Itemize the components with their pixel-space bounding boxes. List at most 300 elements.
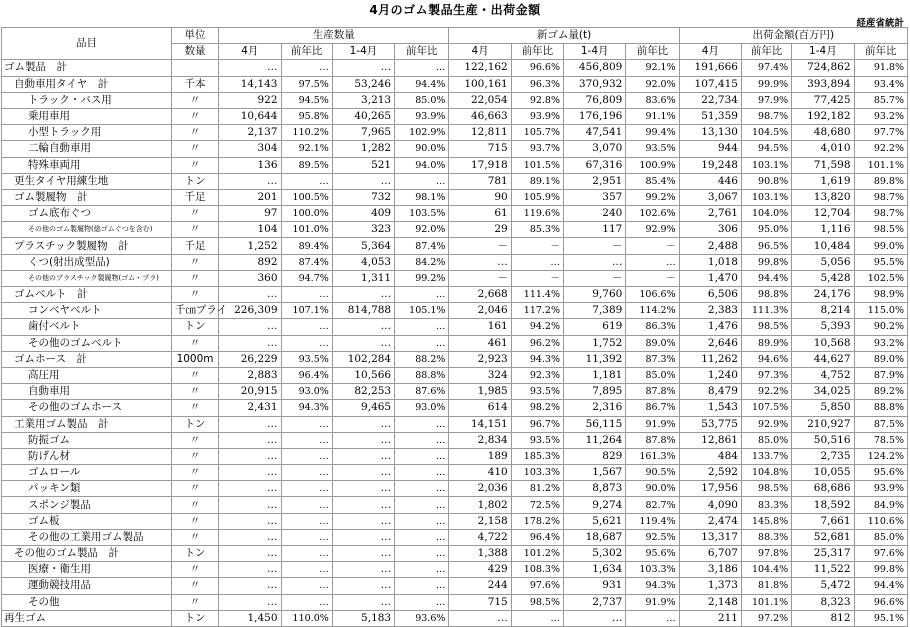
value-cell: 29 — [449, 222, 511, 238]
yoy-cell: 99.4% — [626, 125, 679, 141]
yoy-cell: 92.5% — [626, 529, 679, 545]
value-cell: 5,621 — [564, 513, 626, 529]
row-unit: トン — [171, 319, 218, 335]
yoy-cell: 117.2% — [511, 303, 563, 319]
row-label: ゴムベルト 計 — [2, 287, 172, 303]
value-cell: … — [332, 578, 394, 594]
value-cell: 10,484 — [792, 238, 854, 254]
yoy-cell: 92.1% — [281, 141, 332, 157]
yoy-cell: 99.0% — [854, 238, 907, 254]
row-label: 医療・衛生用 — [2, 562, 172, 578]
value-cell: 53,775 — [679, 416, 741, 432]
value-cell: 829 — [564, 448, 626, 464]
value-cell: 2,735 — [792, 448, 854, 464]
value-cell: 17,918 — [449, 157, 511, 173]
yoy-cell: 89.0% — [626, 335, 679, 351]
value-cell: 323 — [332, 222, 394, 238]
value-cell: 191,666 — [679, 60, 741, 76]
header-subcol: 前年比 — [395, 44, 449, 60]
value-cell: 429 — [449, 562, 511, 578]
yoy-cell: 111.4% — [511, 287, 563, 303]
yoy-cell: 99.8% — [854, 562, 907, 578]
yoy-cell: … — [281, 448, 332, 464]
value-cell: 4,053 — [332, 254, 394, 270]
yoy-cell: 92.2% — [741, 384, 791, 400]
value-cell: 46,663 — [449, 108, 511, 124]
yoy-cell: 94.7% — [281, 270, 332, 286]
yoy-cell: … — [281, 335, 332, 351]
row-unit: トン — [171, 610, 218, 626]
row-label: ゴム底布ぐつ — [2, 206, 172, 222]
value-cell: 814,788 — [332, 303, 394, 319]
value-cell: 9,274 — [564, 497, 626, 513]
yoy-cell: 81.2% — [511, 481, 563, 497]
yoy-cell: 101.0% — [281, 222, 332, 238]
table-row — [2, 335, 908, 351]
yoy-cell: 87.8% — [626, 432, 679, 448]
yoy-cell: 101.1% — [854, 157, 907, 173]
value-cell: 410 — [449, 465, 511, 481]
yoy-cell: 100.0% — [281, 206, 332, 222]
value-cell: … — [219, 319, 281, 335]
row-label: その他の工業用ゴム製品 — [2, 529, 172, 545]
value-cell: 176,196 — [564, 108, 626, 124]
yoy-cell: 88.8% — [854, 400, 907, 416]
yoy-cell: 98.5% — [741, 319, 791, 335]
value-cell: 324 — [449, 367, 511, 383]
value-cell: 53,246 — [332, 76, 394, 92]
yoy-cell: 98.7% — [741, 108, 791, 124]
yoy-cell: … — [281, 60, 332, 76]
value-cell: 7,895 — [564, 384, 626, 400]
yoy-cell: 124.2% — [854, 448, 907, 464]
yoy-cell: … — [281, 594, 332, 610]
yoy-cell: 94.3% — [511, 351, 563, 367]
yoy-cell: 85.4% — [626, 173, 679, 189]
value-cell: 4,090 — [679, 497, 741, 513]
yoy-cell: … — [281, 416, 332, 432]
table-row — [2, 481, 908, 497]
yoy-cell: 98.5% — [511, 594, 563, 610]
yoy-cell: … — [281, 529, 332, 545]
yoy-cell: … — [626, 610, 679, 626]
yoy-cell: 98.7% — [854, 189, 907, 205]
table-row — [2, 303, 908, 319]
yoy-cell: 85.7% — [854, 92, 907, 108]
value-cell: 100,161 — [449, 76, 511, 92]
yoy-cell: 104.5% — [741, 125, 791, 141]
yoy-cell: 94.3% — [281, 400, 332, 416]
value-cell: 90 — [449, 189, 511, 205]
value-cell: 67,316 — [564, 157, 626, 173]
value-cell: 136 — [219, 157, 281, 173]
table-row — [2, 157, 908, 173]
value-cell: 2,646 — [679, 335, 741, 351]
value-cell: 22,734 — [679, 92, 741, 108]
value-cell: 5,364 — [332, 238, 394, 254]
value-cell: … — [332, 319, 394, 335]
value-cell: 812 — [792, 610, 854, 626]
table-row — [2, 270, 908, 286]
yoy-cell: 96.5% — [741, 238, 791, 254]
value-cell: 360 — [219, 270, 281, 286]
value-cell: 2,883 — [219, 367, 281, 383]
yoy-cell: 96.6% — [511, 60, 563, 76]
yoy-cell: － — [511, 238, 563, 254]
value-cell: 2,046 — [449, 303, 511, 319]
yoy-cell: … — [281, 481, 332, 497]
yoy-cell: 78.5% — [854, 432, 907, 448]
value-cell: 393,894 — [792, 76, 854, 92]
yoy-cell: 92.3% — [511, 367, 563, 383]
yoy-cell: … — [395, 465, 449, 481]
yoy-cell: 104.0% — [741, 206, 791, 222]
yoy-cell: … — [281, 319, 332, 335]
yoy-cell: 178.2% — [511, 513, 563, 529]
yoy-cell: 110.2% — [281, 125, 332, 141]
value-cell: … — [449, 610, 511, 626]
yoy-cell: 90.0% — [395, 141, 449, 157]
table-row — [2, 546, 908, 562]
value-cell: 71,598 — [792, 157, 854, 173]
row-unit: 〃 — [171, 270, 218, 286]
yoy-cell: 88.8% — [395, 367, 449, 383]
yoy-cell: 91.8% — [854, 60, 907, 76]
value-cell: 1,311 — [332, 270, 394, 286]
yoy-cell: 89.5% — [281, 157, 332, 173]
value-cell: 724,862 — [792, 60, 854, 76]
table-row — [2, 400, 908, 416]
table-row — [2, 367, 908, 383]
yoy-cell: 104.4% — [741, 562, 791, 578]
yoy-cell: 92.0% — [395, 222, 449, 238]
yoy-cell: 85.0% — [854, 529, 907, 545]
yoy-cell: … — [395, 578, 449, 594]
value-cell: … — [219, 594, 281, 610]
yoy-cell: 87.5% — [854, 416, 907, 432]
value-cell: 240 — [564, 206, 626, 222]
table-row — [2, 60, 908, 76]
yoy-cell: 94.3% — [626, 578, 679, 594]
yoy-cell: … — [281, 578, 332, 594]
value-cell: 461 — [449, 335, 511, 351]
value-cell: 10,566 — [332, 367, 394, 383]
yoy-cell: 97.5% — [281, 76, 332, 92]
row-unit: 〃 — [171, 513, 218, 529]
value-cell: － — [564, 238, 626, 254]
value-cell: 1,985 — [449, 384, 511, 400]
yoy-cell: 100.9% — [626, 157, 679, 173]
value-cell: 5,056 — [792, 254, 854, 270]
row-label: その他のゴム製品 計 — [2, 546, 172, 562]
row-unit: 〃 — [171, 465, 218, 481]
value-cell: 1,802 — [449, 497, 511, 513]
value-cell: 892 — [219, 254, 281, 270]
yoy-cell: 93.6% — [395, 610, 449, 626]
value-cell: 76,809 — [564, 92, 626, 108]
value-cell: 2,923 — [449, 351, 511, 367]
value-cell: 944 — [679, 141, 741, 157]
row-label: 工業用ゴム製品 計 — [2, 416, 172, 432]
yoy-cell: 91.9% — [626, 416, 679, 432]
value-cell: … — [219, 546, 281, 562]
row-label: プラスチック製履物 計 — [2, 238, 172, 254]
yoy-cell: 93.0% — [395, 400, 449, 416]
value-cell: … — [219, 497, 281, 513]
row-label: 小型トラック用 — [2, 125, 172, 141]
value-cell: 8,479 — [679, 384, 741, 400]
yoy-cell: … — [395, 594, 449, 610]
value-cell: 8,214 — [792, 303, 854, 319]
yoy-cell: 103.1% — [741, 189, 791, 205]
header-subcol: 4月 — [679, 44, 741, 60]
value-cell: … — [219, 513, 281, 529]
value-cell: … — [332, 594, 394, 610]
row-unit: 〃 — [171, 481, 218, 497]
value-cell: 1,282 — [332, 141, 394, 157]
yoy-cell: 106.6% — [626, 287, 679, 303]
yoy-cell: … — [281, 432, 332, 448]
row-unit: トン — [171, 546, 218, 562]
row-unit: トン — [171, 416, 218, 432]
yoy-cell: 98.2% — [511, 400, 563, 416]
value-cell: 4,010 — [792, 141, 854, 157]
value-cell: … — [332, 416, 394, 432]
value-cell: … — [332, 335, 394, 351]
row-unit: 〃 — [171, 578, 218, 594]
yoy-cell: 90.2% — [854, 319, 907, 335]
value-cell: … — [219, 448, 281, 464]
header-group-new-rubber: 新ゴム量(t) — [449, 28, 679, 44]
value-cell: 61 — [449, 206, 511, 222]
value-cell: 1,388 — [449, 546, 511, 562]
row-unit: 〃 — [171, 400, 218, 416]
yoy-cell: 96.4% — [281, 367, 332, 383]
yoy-cell: 92.8% — [511, 92, 563, 108]
header-row-top — [2, 28, 908, 44]
value-cell: 2,036 — [449, 481, 511, 497]
value-cell: 7,965 — [332, 125, 394, 141]
yoy-cell: … — [281, 497, 332, 513]
value-cell: 1,634 — [564, 562, 626, 578]
table-row — [2, 319, 908, 335]
yoy-cell: 87.9% — [854, 367, 907, 383]
yoy-cell: 87.8% — [626, 384, 679, 400]
yoy-cell: 85.0% — [626, 367, 679, 383]
yoy-cell: 101.5% — [511, 157, 563, 173]
value-cell: 1,450 — [219, 610, 281, 626]
yoy-cell: 90.0% — [626, 481, 679, 497]
row-label: 再生ゴム — [2, 610, 172, 626]
yoy-cell: 97.6% — [511, 578, 563, 594]
row-unit: 1000m — [171, 351, 218, 367]
value-cell: 51,359 — [679, 108, 741, 124]
table-row — [2, 141, 908, 157]
row-unit: 〃 — [171, 125, 218, 141]
value-cell: 2,148 — [679, 594, 741, 610]
value-cell: 8,323 — [792, 594, 854, 610]
value-cell: 2,592 — [679, 465, 741, 481]
value-cell: 20,915 — [219, 384, 281, 400]
value-cell: … — [332, 173, 394, 189]
yoy-cell: … — [395, 416, 449, 432]
source-note: 経産省統計 — [856, 18, 904, 29]
table-row — [2, 448, 908, 464]
table-row — [2, 513, 908, 529]
yoy-cell: 96.6% — [854, 594, 907, 610]
table-row — [2, 578, 908, 594]
row-unit: 千足 — [171, 189, 218, 205]
yoy-cell: 89.1% — [511, 173, 563, 189]
yoy-cell: … — [395, 432, 449, 448]
table-row — [2, 222, 908, 238]
row-unit: 〃 — [171, 529, 218, 545]
yoy-cell: 97.2% — [741, 610, 791, 626]
yoy-cell: 95.6% — [854, 465, 907, 481]
value-cell: 9,465 — [332, 400, 394, 416]
value-cell: 5,183 — [332, 610, 394, 626]
value-cell: 107,415 — [679, 76, 741, 92]
yoy-cell: 93.2% — [854, 335, 907, 351]
yoy-cell: 107.1% — [281, 303, 332, 319]
value-cell: 68,686 — [792, 481, 854, 497]
value-cell: 5,302 — [564, 546, 626, 562]
yoy-cell: 87.4% — [281, 254, 332, 270]
row-label: その他のゴム製履物(総ゴムぐつを含む) — [2, 222, 172, 238]
value-cell: … — [332, 497, 394, 513]
value-cell: … — [219, 578, 281, 594]
value-cell: 2,668 — [449, 287, 511, 303]
table-row — [2, 206, 908, 222]
row-unit: 〃 — [171, 335, 218, 351]
value-cell: 2,431 — [219, 400, 281, 416]
value-cell: 521 — [332, 157, 394, 173]
table-row — [2, 108, 908, 124]
rubber-products-table — [1, 27, 908, 627]
value-cell: 1,018 — [679, 254, 741, 270]
row-label: 自動車用タイヤ 計 — [2, 76, 172, 92]
yoy-cell: 90.5% — [626, 465, 679, 481]
header-subcol: 前年比 — [741, 44, 791, 60]
yoy-cell: 93.4% — [854, 76, 907, 92]
value-cell: … — [219, 173, 281, 189]
value-cell: 44,627 — [792, 351, 854, 367]
yoy-cell: … — [281, 562, 332, 578]
value-cell: 48,680 — [792, 125, 854, 141]
value-cell: 14,143 — [219, 76, 281, 92]
table-row — [2, 287, 908, 303]
yoy-cell: 83.6% — [626, 92, 679, 108]
row-label: 乗用車用 — [2, 108, 172, 124]
yoy-cell: 105.1% — [395, 303, 449, 319]
value-cell: 18,592 — [792, 497, 854, 513]
yoy-cell: 98.5% — [854, 222, 907, 238]
header-item: 品目 — [2, 28, 172, 60]
yoy-cell: 97.3% — [741, 367, 791, 383]
yoy-cell: 98.8% — [741, 287, 791, 303]
row-unit: 〃 — [171, 92, 218, 108]
yoy-cell: 93.0% — [281, 384, 332, 400]
yoy-cell: … — [281, 513, 332, 529]
row-unit: 〃 — [171, 384, 218, 400]
yoy-cell: 85.0% — [741, 432, 791, 448]
value-cell: … — [219, 529, 281, 545]
row-label: 防げん材 — [2, 448, 172, 464]
yoy-cell: 99.2% — [395, 270, 449, 286]
yoy-cell: 101.2% — [511, 546, 563, 562]
value-cell: 357 — [564, 189, 626, 205]
row-unit: 千足 — [171, 238, 218, 254]
value-cell: 2,834 — [449, 432, 511, 448]
yoy-cell: 93.5% — [511, 384, 563, 400]
row-unit: 〃 — [171, 108, 218, 124]
value-cell: 409 — [332, 206, 394, 222]
row-label: ゴム製履物 計 — [2, 189, 172, 205]
yoy-cell: 105.7% — [511, 125, 563, 141]
yoy-cell: … — [511, 254, 563, 270]
table-row — [2, 189, 908, 205]
value-cell: － — [449, 238, 511, 254]
value-cell: 3,070 — [564, 141, 626, 157]
yoy-cell: 94.4% — [395, 76, 449, 92]
table-row — [2, 465, 908, 481]
table-row — [2, 92, 908, 108]
yoy-cell: 103.5% — [395, 206, 449, 222]
yoy-cell: 92.2% — [854, 141, 907, 157]
yoy-cell: 92.9% — [741, 416, 791, 432]
value-cell: 10,568 — [792, 335, 854, 351]
yoy-cell: … — [281, 287, 332, 303]
value-cell: … — [332, 481, 394, 497]
yoy-cell: 97.4% — [741, 60, 791, 76]
yoy-cell: 102.6% — [626, 206, 679, 222]
value-cell: … — [219, 60, 281, 76]
value-cell: … — [332, 287, 394, 303]
header-subcol: 前年比 — [281, 44, 332, 60]
row-label: 高圧用 — [2, 367, 172, 383]
yoy-cell: 95.6% — [626, 546, 679, 562]
yoy-cell: 85.0% — [395, 92, 449, 108]
value-cell: － — [564, 270, 626, 286]
row-label: 二輪自動車用 — [2, 141, 172, 157]
value-cell: 82,253 — [332, 384, 394, 400]
yoy-cell: … — [281, 173, 332, 189]
value-cell: 304 — [219, 141, 281, 157]
value-cell: 9,760 — [564, 287, 626, 303]
row-label: ゴム板 — [2, 513, 172, 529]
value-cell: 226,309 — [219, 303, 281, 319]
yoy-cell: … — [281, 465, 332, 481]
row-unit: 〃 — [171, 222, 218, 238]
yoy-cell: 94.4% — [854, 578, 907, 594]
row-unit: 〃 — [171, 206, 218, 222]
value-cell: … — [332, 562, 394, 578]
value-cell: … — [219, 416, 281, 432]
value-cell: … — [332, 432, 394, 448]
yoy-cell: 98.5% — [741, 481, 791, 497]
value-cell: … — [219, 481, 281, 497]
row-label: 防振ゴム — [2, 432, 172, 448]
row-unit: トン — [171, 173, 218, 189]
yoy-cell: 94.5% — [281, 92, 332, 108]
value-cell: 18,687 — [564, 529, 626, 545]
row-unit: 〃 — [171, 432, 218, 448]
yoy-cell: 89.0% — [854, 351, 907, 367]
table-row — [2, 173, 908, 189]
yoy-cell: 92.0% — [626, 76, 679, 92]
value-cell: 13,317 — [679, 529, 741, 545]
value-cell: 2,383 — [679, 303, 741, 319]
